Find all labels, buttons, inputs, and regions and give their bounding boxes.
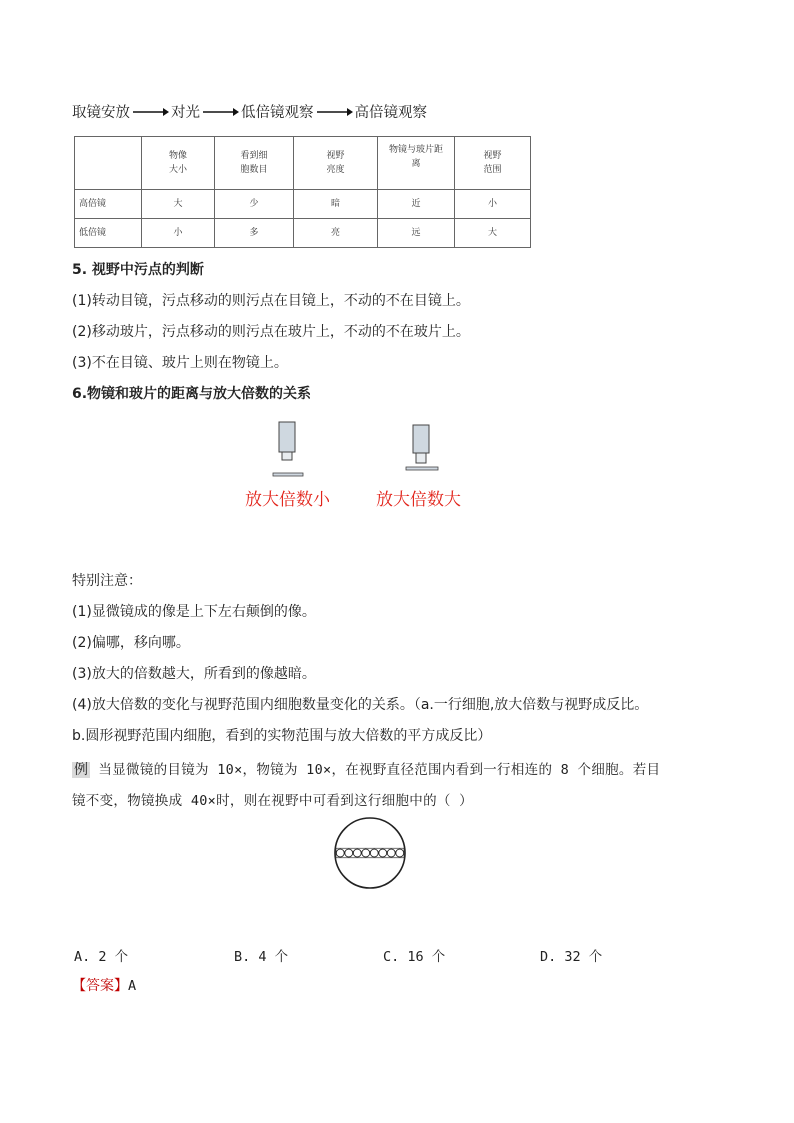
section-5-line: (1)转动目镜，污点移动的则污点在目镜上，不动的不在目镜上。 [72,293,470,309]
flow-step-1: 取镜安放 [72,104,130,121]
section-5-line: (2)移动玻片，污点移动的则污点在玻片上，不动的不在玻片上。 [72,324,470,340]
objective-lens-far-icon [268,418,310,478]
field-of-view-diagram [333,816,407,890]
answer-line [72,975,136,995]
option-c: C. 16 个 [383,949,446,965]
table-cell: 近 [378,190,455,219]
note-item: (3)放大的倍数越大，所看到的像越暗。 [72,666,316,682]
option-a: A. 2 个 [74,949,129,965]
example-tag: 例 [74,762,88,778]
table-cell: 大 [142,190,215,219]
cell-circle [345,849,353,857]
table-cell: 多 [215,219,294,248]
table-cell: 大 [455,219,531,248]
table-header-row [75,137,531,190]
table-cell: 低倍镜 [75,219,142,248]
table-cell: 少 [215,190,294,219]
table-cell: 小 [455,190,531,219]
cell-circle [370,849,378,857]
objective-lens-near-icon [402,423,444,475]
label-magnification-large: 放大倍数大 [376,490,461,510]
flow-step-4: 高倍镜观察 [354,104,427,121]
arrow-right-icon [317,102,353,120]
table-cell: 亮 [294,219,378,248]
section-5-heading: 5. 视野中污点的判断 [72,262,204,278]
answer-tag: 【答案】 [72,978,128,994]
notes-title: 特别注意： [72,573,142,589]
option-b: B. 4 个 [234,949,289,965]
section-6-heading: 6.物镜和玻片的距离与放大倍数的关系 [72,386,312,402]
label-magnification-small: 放大倍数小 [245,490,330,510]
example-question-line-1 [72,758,660,779]
table-row [75,190,531,219]
table-header-cell: 视野 亮度 [294,137,378,190]
section-5-line: (3)不在目镜、玻片上则在物镜上。 [72,355,288,371]
table-header-cell: 物像 大小 [142,137,215,190]
table-header-cell: 视野 范围 [455,137,531,190]
flow-step-3: 低倍镜观察 [241,104,314,121]
table-cell: 高倍镜 [75,190,142,219]
table-header-cell: 看到细 胞数目 [215,137,294,190]
procedure-flow [72,99,427,123]
example-question-line-2: 镜不变，物镜换成 40×时，则在视野中可看到这行细胞中的（ ） [72,793,473,809]
note-item: (2)偏哪，移向哪。 [72,635,190,651]
table-row [75,219,531,248]
note-item: (4)放大倍数的变化与视野范围内细胞数量变化的关系。（a.一行细胞,放大倍数与视野成反比。 [72,697,649,713]
table-cell: 暗 [294,190,378,219]
arrow-right-icon [133,102,169,120]
cell-circle [362,849,370,857]
cell-circle [396,849,404,857]
table-cell: 小 [142,219,215,248]
cell-circle [353,849,361,857]
table-header-cell: 物镜与玻片距 离 [378,137,455,190]
cell-circle [379,849,387,857]
option-d: D. 32 个 [540,949,603,965]
cell-circle [387,849,395,857]
comparison-table [74,136,531,248]
note-item: (1)显微镜成的像是上下左右颠倒的像。 [72,604,316,620]
table-header-cell [75,137,142,190]
flow-step-2: 对光 [171,104,200,121]
example-text: 当显微镜的目镜为 10×，物镜为 10×，在视野直径范围内看到一行相连的 8 个细胞。若目 [90,762,661,778]
answer-value: A [128,978,137,994]
table-cell: 远 [378,219,455,248]
note-item: b.圆形视野范围内细胞，看到的实物范围与放大倍数的平方成反比） [72,728,492,744]
arrow-right-icon [203,102,239,120]
cell-circle [336,849,344,857]
